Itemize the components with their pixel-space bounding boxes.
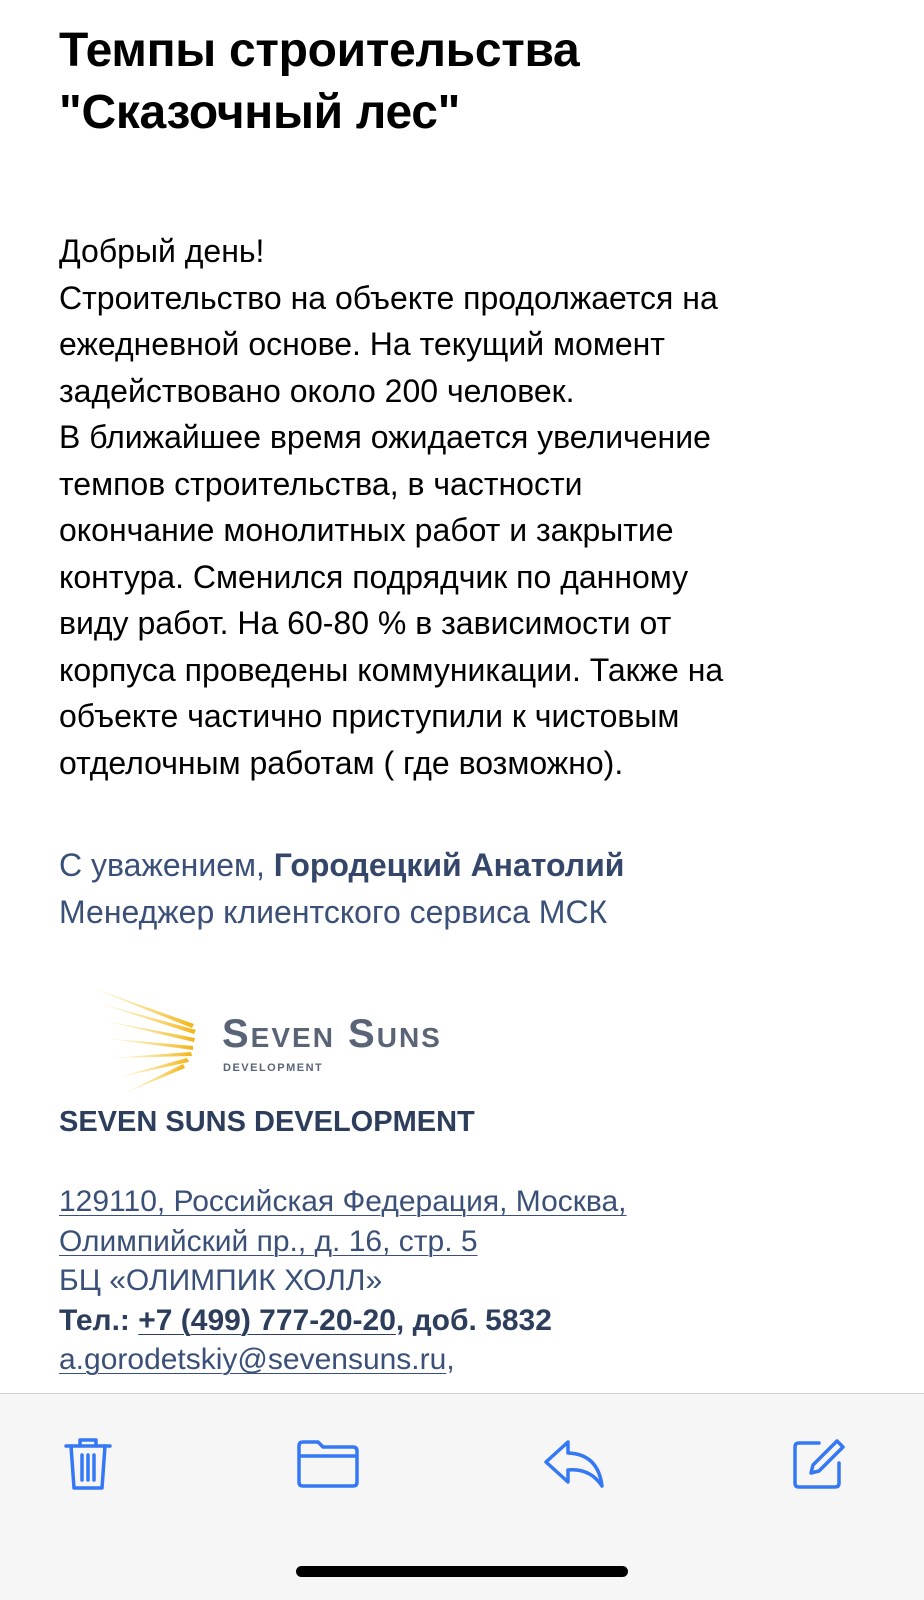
trash-icon [62, 1435, 114, 1493]
phone-line [59, 1301, 889, 1341]
address-line2[interactable]: Олимпийский пр., д. 16, стр. 5 [59, 1224, 478, 1258]
reply-button[interactable] [542, 1434, 606, 1494]
subject-line: "Сказочный лес" [59, 86, 461, 139]
company-name: SEVEN SUNS DEVELOPMENT [59, 1106, 475, 1138]
building-name: БЦ «ОЛИМПИК ХОЛЛ» [59, 1264, 383, 1297]
logo-subtext: DEVELOPMENT [223, 1062, 324, 1074]
email-body [59, 228, 889, 786]
body-line: темпов строительства, в частности [59, 465, 583, 502]
address-link-line1[interactable] [59, 1182, 889, 1222]
reply-icon [542, 1438, 606, 1490]
body-line: контура. Сменился подрядчик по данному [59, 558, 689, 595]
contact-block [59, 1182, 889, 1380]
sun-rays-logo-icon [59, 986, 219, 1096]
compose-button[interactable] [788, 1434, 848, 1494]
address-line1[interactable]: 129110, Российская Федерация, Москва, [59, 1185, 627, 1218]
body-line: объекте частично приступили к чистовым [59, 698, 680, 734]
email-subject [59, 20, 889, 144]
signature-name: Городецкий Анатолий [273, 847, 625, 883]
email-content [59, 20, 889, 1380]
body-line: задействовано около 200 человек. [59, 372, 575, 409]
folder-icon [296, 1438, 360, 1490]
phone-label: Тел.: [59, 1303, 139, 1337]
email-suffix: , [446, 1343, 455, 1376]
move-to-folder-button[interactable] [296, 1434, 360, 1494]
subject-line: Темпы строительства [59, 24, 580, 77]
company-logo [59, 986, 539, 1096]
signature-position: Менеджер клиентского сервиса МСК [59, 894, 608, 930]
signature-greeting: С уважением, [59, 847, 274, 883]
home-indicator[interactable] [296, 1566, 628, 1577]
body-line: отделочным работам ( где возможно). [59, 744, 624, 781]
email-line [59, 1340, 889, 1380]
address-link-line2[interactable] [59, 1222, 889, 1262]
email-link[interactable]: a.gorodetskiy@sevensuns.ru [59, 1343, 447, 1376]
phone-link[interactable]: +7 (499) 777-20-20 [138, 1303, 396, 1337]
body-line: окончание монолитных работ и закрытие [59, 512, 674, 548]
bottom-toolbar [0, 1393, 924, 1600]
body-line: виду работ. На 60-80 % в зависимости от [59, 605, 672, 641]
body-line: Добрый день! [59, 233, 265, 269]
body-line: корпуса проведены коммуникации. Также на [59, 651, 724, 688]
email-signature [59, 842, 889, 936]
compose-icon [789, 1435, 847, 1493]
logo-wordmark: Seven Suns [222, 1012, 442, 1056]
body-line: ежедневной основе. На текущий момент [59, 326, 665, 362]
body-line: Строительство на объекте продолжается на [59, 279, 718, 316]
delete-button[interactable] [58, 1434, 118, 1494]
body-line: В ближайшее время ожидается увеличение [59, 419, 711, 455]
phone-extension: , доб. 5832 [395, 1303, 552, 1337]
signature-greeting-line [59, 842, 889, 889]
